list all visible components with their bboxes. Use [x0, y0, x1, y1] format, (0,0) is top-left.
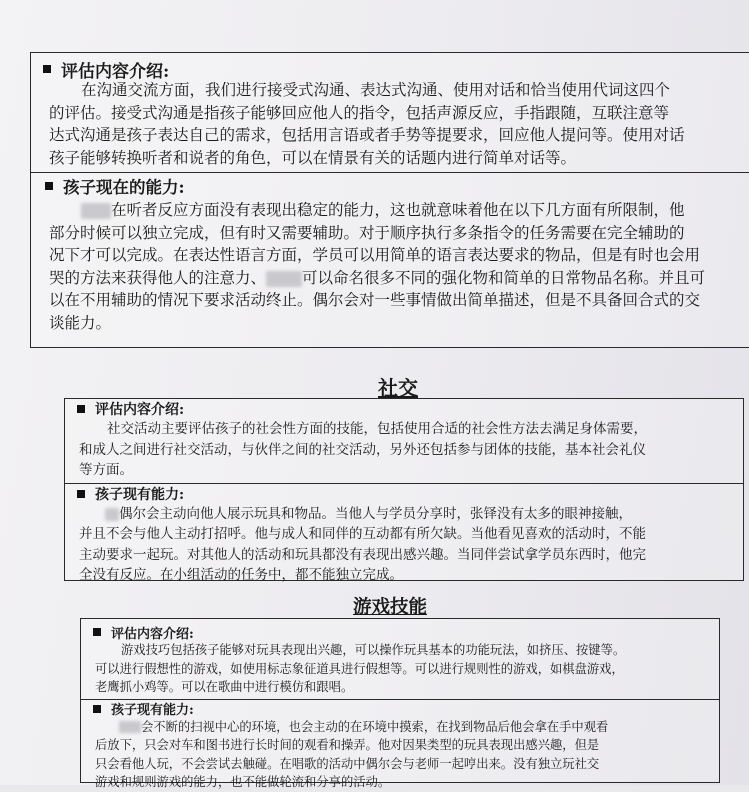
text-line: 部分时候可以独立完成，但有时又需要辅助。对于顺序执行多条指令的任务需要在完全辅助的	[49, 223, 685, 242]
game-section	[80, 618, 720, 789]
text-line: 游戏和规则游戏的能力，也不能做轮流和分享的活动。	[95, 775, 391, 789]
social-ability-text	[65, 504, 743, 586]
social-section-title: 社交	[378, 376, 418, 400]
game-ability-block	[81, 699, 719, 792]
text-line: 偶尔会主动向他人展示玩具和物品。当他人与学员分享时，张铎没有太多的眼神接触，	[79, 504, 743, 525]
game-ability-text	[81, 718, 719, 792]
social-intro-text	[65, 419, 743, 481]
square-bullet-icon	[45, 182, 53, 190]
social-intro-header: 评估内容介绍:	[65, 399, 743, 419]
communication-intro-text	[31, 79, 749, 169]
text-line: 主动要求一起玩。对其他人的活动和玩具都没有表现出感兴趣。当同伴尝试拿学员东西时，他完	[79, 546, 646, 563]
text-line: 并且不会与他人主动打招呼。他与成人和同伴的互动都有所欠缺。当他看见喜欢的活动时，不能	[79, 526, 646, 542]
communication-ability-text	[31, 199, 749, 334]
text-line: 后放下，只会对车和图书进行长时间的观看和操弄。他对因果类型的玩具表现出感兴趣，但是	[95, 738, 600, 752]
square-bullet-icon	[93, 705, 101, 713]
square-bullet-icon	[93, 628, 101, 636]
text-line: 老鹰抓小鸡等。可以在歌曲中进行模仿和跟唱。	[95, 680, 354, 694]
square-bullet-icon	[77, 405, 85, 413]
social-section	[64, 398, 744, 581]
text-line: 全没有反应。在小组活动的任务中，都不能独立完成。	[79, 567, 403, 583]
text-line: 在沟通交流方面，我们进行接受式沟通、表达式沟通、使用对话和恰当使用代词这四个	[81, 81, 671, 99]
text-line: 以在不用辅助的情况下要求活动终止。偶尔会对一些事情做出简单描述，但是不具备回合式的交	[49, 291, 701, 309]
text-line: 况下才可以完成。在表达性语言方面，学员可以用简单的语言表达要求的物品，但是有时也会用	[49, 246, 701, 264]
communication-ability-block	[31, 172, 749, 334]
redacted-name	[81, 203, 111, 219]
text-line: 的评估。接受式沟通是指孩子能够回应他人的指令，包括声源反应，手指跟随，互联注意等	[49, 103, 670, 122]
game-intro-text	[81, 641, 719, 697]
game-intro-header: 评估内容介绍:	[81, 623, 719, 641]
text-line: 社交活动主要评估孩子的社会性方面的技能，包括使用合适的社会性方法去满足身体需要，	[107, 421, 647, 437]
text-line: 达式沟通是孩子表达自己的需求，包括用言语或者手势等提要求，回应他人提问等。使用对话	[49, 126, 685, 144]
text-line: 哭的方法来获得他人的注意力、 可以命名很多不同的强化物和简单的日常物品名称。并且可	[49, 268, 706, 287]
square-bullet-icon	[77, 490, 85, 498]
communication-intro-header: 评估内容介绍:	[31, 53, 749, 85]
game-ability-header: 孩子现有能力:	[81, 700, 719, 718]
text-line: 谈能力。	[49, 313, 112, 332]
social-ability-header: 孩子现有能力:	[65, 484, 743, 504]
redacted-name	[105, 508, 119, 521]
text-line: 游戏技巧包括孩子能够对玩具表现出兴趣，可以操作玩具基本的功能玩法，如挤压、按键等。	[121, 643, 626, 657]
social-ability-block	[65, 483, 743, 586]
redacted-name	[119, 721, 141, 733]
text-line: 会不断的扫视中心的环境，也会主动的在环境中摸索，在找到物品后他会拿在手中观看	[95, 718, 719, 737]
text-line: 可以进行假想性的游戏，如使用标志象征道具进行假想等。可以进行规则性的游戏，如棋盘游戏，	[95, 661, 624, 676]
text-line: 只会看他人玩，不会尝试去触碰。在唱歌的活动中偶尔会与老师一起哼出来。没有独立玩社交	[95, 756, 600, 771]
communication-ability-header: 孩子现在的能力:	[31, 173, 749, 199]
redacted-name	[266, 271, 302, 287]
text-line: 和成人之间进行社交活动，与伙伴之间的社交活动，另外还包括参与团体的技能，基本社会礼仪	[79, 441, 646, 458]
text-line: 等方面。	[79, 462, 133, 478]
game-section-title: 游戏技能	[353, 597, 428, 618]
text-line: 在听者反应方面没有表现出稳定的能力，这也就意味着他在以下几方面有所限制，他	[49, 199, 749, 222]
communication-section	[30, 52, 749, 348]
square-bullet-icon	[43, 65, 51, 73]
text-line: 孩子能够转换听者和说者的角色，可以在情景有关的话题内进行简单对话等。	[49, 148, 577, 167]
